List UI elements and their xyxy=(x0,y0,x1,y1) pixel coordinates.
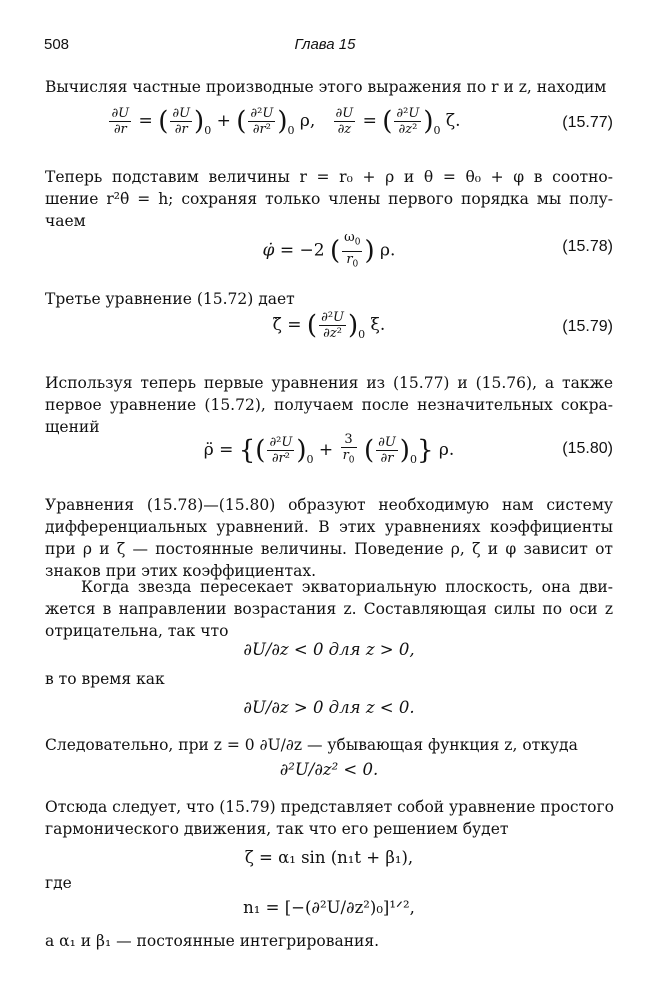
paragraph-11 xyxy=(45,930,613,952)
text-line: Вычисляя частные производные этого выражения по r и z, находим xyxy=(45,78,607,96)
solution-equation: ζ = α₁ sin (n₁t + β₁), xyxy=(244,848,414,867)
text-line: Третье уравнение (15.72) дает xyxy=(45,290,295,308)
equation-15-79 xyxy=(45,310,613,354)
equation-number: (15.77) xyxy=(562,114,613,131)
text-line: гармонического движения, так что его решением будет xyxy=(45,820,509,838)
text-line: Когда звезда пересекает экваториальную плоскость, она дви- xyxy=(81,578,613,596)
paragraph-7 xyxy=(45,668,613,690)
text-line: а α₁ и β₁ — постоянные интегрирования. xyxy=(45,932,380,950)
inequality-2: ∂U/∂z > 0 для z < 0. xyxy=(243,698,415,717)
equation-body: $\frac{\partial U}{\partial r}$ = ( $\frac{\partial U}{\partial r}$ )$_0$ + ( $\frac{\text{∂²U}}{\text{∂r²}}$ )$_0$ ρ, $\frac{\partial U}{\partial z}$ = ( $\frac{\text{∂²U}}{\text{∂z²}}$ )$_0$ ζ. xyxy=(111,106,461,137)
paragraph-2 xyxy=(45,166,613,232)
equation-body: ρ̈ = {( $\frac{\text{∂²U}}{\text{∂r²}}$ )$_0$ + $\frac{3}{r_0}$ ( $\frac{\partial U}{\partial r}$ )$_0$} ρ. xyxy=(203,432,455,466)
n1-definition: n₁ = [−(∂²U/∂z²)₀]¹ᐟ², xyxy=(243,898,415,917)
text-line: Теперь подставим величины r = r₀ + ρ и θ = θ₀ + φ в соотно- xyxy=(45,168,613,186)
equation-15-78 xyxy=(45,230,613,270)
running-header xyxy=(44,36,606,58)
text-line: Отсюда следует, что (15.79) представляет собой уравнение простого xyxy=(45,798,614,816)
text-line: шение r²θ̇ = h; сохраняя только члены первого порядка мы полу- xyxy=(45,190,613,208)
text-line: первое уравнение (15.72), получаем после незначительных сокра- xyxy=(45,396,613,414)
chapter-title: Глава 15 xyxy=(294,36,356,53)
text-line: Уравнения (15.78)—(15.80) образуют необходимую нам систему xyxy=(45,496,613,514)
equation-15-80 xyxy=(45,432,613,476)
text-line: жется в направлении возрастания z. Составляющая силы по оси z xyxy=(45,600,613,618)
equation-number: (15.78) xyxy=(562,238,613,255)
text-line: Используя теперь первые уравнения из (15.77) и (15.76), а также xyxy=(45,374,613,392)
paragraph-1 xyxy=(45,76,613,98)
text-line: отрицательна, так что xyxy=(45,622,229,640)
paragraph-6 xyxy=(45,576,613,642)
inequality-1: ∂U/∂z < 0 для z > 0, xyxy=(243,640,415,659)
equation-number: (15.80) xyxy=(562,440,613,457)
text-line: знаков при этих коэффициентах. xyxy=(45,562,317,580)
text-line: при ρ и ζ — постоянные величины. Поведение ρ, ζ и φ зависит от xyxy=(45,540,613,558)
page-number: 508 xyxy=(44,36,70,53)
text-line: дифференциальных уравнений. В этих уравнениях коэффициенты xyxy=(45,518,613,536)
paragraph-8 xyxy=(45,734,613,756)
text-line: Следовательно, при z = 0 ∂U/∂z — убывающая функция z, откуда xyxy=(45,736,578,754)
paragraph-3 xyxy=(45,288,613,310)
paragraph-4 xyxy=(45,372,613,438)
paragraph-5 xyxy=(45,494,613,582)
text-line: в то время как xyxy=(45,670,165,688)
inequality-3: ∂²U/∂z² < 0. xyxy=(279,760,379,779)
equation-15-77 xyxy=(45,106,613,150)
text-line: чаем xyxy=(45,212,86,230)
text-line: щений xyxy=(45,418,100,436)
equation-body: ζ̈ = ( $\frac{\text{∂²U}}{\text{∂z²}}$ )$_0$ ξ. xyxy=(272,310,386,341)
text-line: где xyxy=(45,874,72,892)
paragraph-9 xyxy=(45,796,613,840)
equation-number: (15.79) xyxy=(562,318,613,335)
paragraph-10 xyxy=(45,872,613,894)
equation-body: φ̇ = −2 ( $\frac{\omega_0}{r_0}$ ) ρ. xyxy=(262,230,396,270)
